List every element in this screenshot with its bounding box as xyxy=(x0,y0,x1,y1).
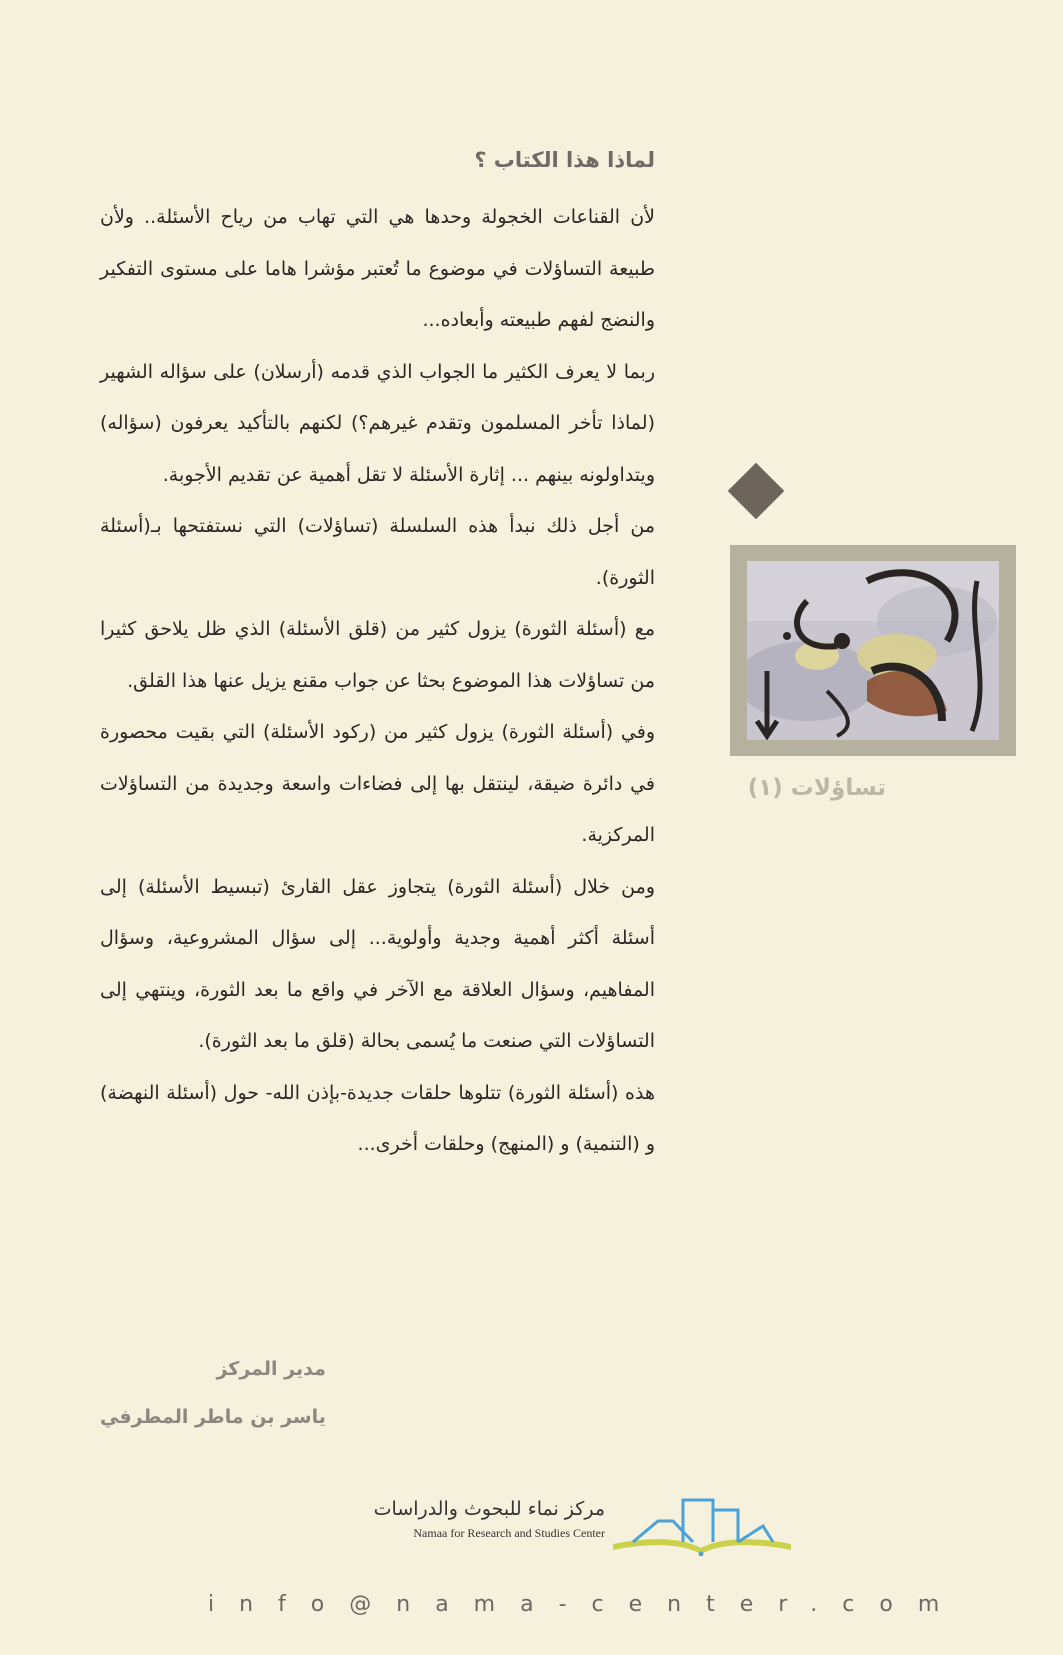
signature-name: ياسر بن ماطر المطرفي xyxy=(100,1406,326,1428)
center-logo xyxy=(335,1486,795,1556)
paragraph-1: لأن القناعات الخجولة وحدها هي التي تهاب من رياح الأسئلة.. ولأن طبيعة التساؤلات في موضوع ما تُعتبر مؤشرا هاما على مستوى التفكير والنضج لفهم طبيعته وأبعاده... xyxy=(100,206,655,331)
paragraph-4: مع (أسئلة الثورة) يزول كثير من (قلق الأسئلة) الذي ظل يلاحق كثيرا من تساؤلات هذا الموضوع بحثا عن جواب مقنع يزيل عنها هذا القلق. xyxy=(100,618,655,692)
cover-artwork xyxy=(730,545,1016,756)
series-caption: تساؤلات (١) xyxy=(747,775,886,801)
signature-block xyxy=(100,1345,326,1441)
paragraph-3: من أجل ذلك نبدأ هذه السلسلة (تساؤلات) التي نستفتحها بـ(أسئلة الثورة). xyxy=(100,515,655,589)
paragraph-2: ربما لا يعرف الكثير ما الجواب الذي قدمه (أرسلان) على سؤاله الشهير (لماذا تأخر المسلمون وتقدم غيرهم؟) لكنهم بالتأكيد يعرفون (سؤاله) ويتداولونه بينهم ... إثارة الأسئلة لا تقل أهمية عن تقديم الأجوبة. xyxy=(100,360,655,486)
contact-email: info@nama-center.com xyxy=(208,1592,965,1617)
center-name-arabic: مركز نماء للبحوث والدراسات xyxy=(373,1498,605,1520)
signature-role: مدير المركز xyxy=(216,1358,326,1380)
preface-heading: لماذا هذا الكتاب ؟ xyxy=(474,148,655,172)
paragraph-5: وفي (أسئلة الثورة) يزول كثير من (ركود الأسئلة) التي بقيت محصورة في دائرة ضيقة، لينتقل بها إلى فضاءات واسعة وجديدة من التساؤلات المركزية. xyxy=(100,721,655,846)
abstract-calligraphy-painting xyxy=(747,561,999,740)
center-name-english: Namaa for Research and Studies Center xyxy=(413,1526,605,1540)
paragraph-6: ومن خلال (أسئلة الثورة) يتجاوز عقل القارئ (تبسيط الأسئلة) إلى أسئلة أكثر أهمية وجدية وأولوية... إلى سؤال المشروعية، وسؤال المفاهيم، وسؤال العلاقة مع الآخر في واقع ما بعد الثورة، وينتهي إلى التساؤلات التي صنعت ما يُسمى بحالة (قلق ما بعد الثورة). xyxy=(100,875,655,1052)
preface-text xyxy=(100,142,655,1171)
paragraph-7: هذه (أسئلة الثورة) تتلوها حلقات جديدة-بإذن الله- حول (أسئلة النهضة) و (التنمية) و (المنهج) وحلقات أخرى... xyxy=(100,1081,655,1155)
diamond-ornament-icon xyxy=(728,463,785,520)
book-buildings-logo-icon xyxy=(613,1486,791,1556)
